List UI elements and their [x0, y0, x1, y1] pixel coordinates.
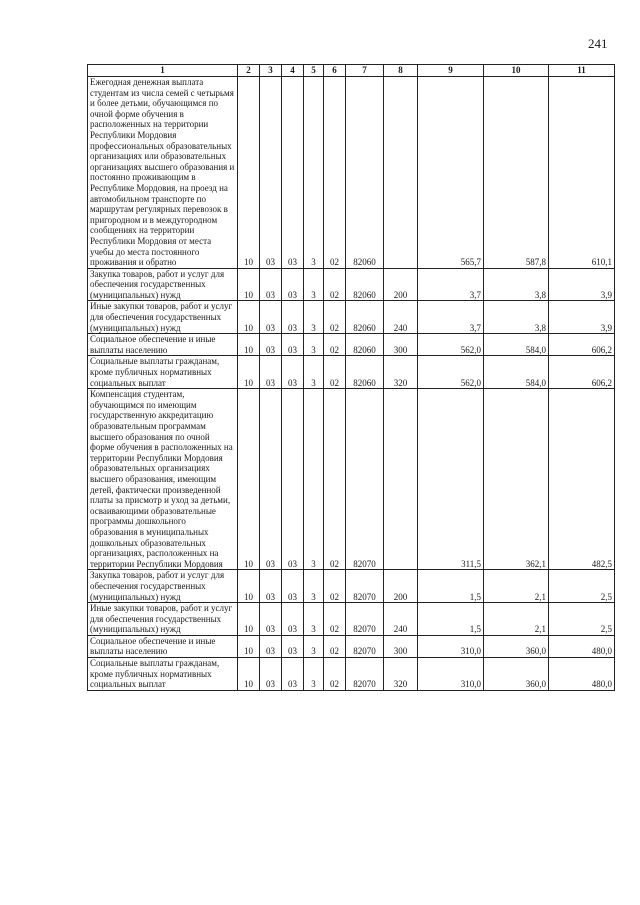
amount-cell: 482,5 — [549, 389, 615, 570]
code-cell: 03 — [260, 658, 282, 691]
table-row — [88, 334, 615, 356]
code-cell: 03 — [260, 603, 282, 636]
code-cell: 02 — [324, 268, 346, 301]
code-cell: 3 — [304, 268, 324, 301]
code-cell: 82060 — [346, 356, 384, 389]
code-cell: 03 — [282, 301, 304, 334]
code-cell: 240 — [384, 603, 418, 636]
code-cell: 03 — [282, 570, 304, 603]
code-cell: 10 — [238, 570, 260, 603]
code-cell: 10 — [238, 301, 260, 334]
amount-cell: 587,8 — [484, 77, 549, 269]
amount-cell: 562,0 — [418, 334, 484, 356]
row-description: Социальное обеспечение и иные выплаты населению — [88, 635, 238, 657]
code-cell: 02 — [324, 389, 346, 570]
column-header: 7 — [346, 65, 384, 77]
amount-cell: 3,8 — [484, 301, 549, 334]
column-header: 10 — [484, 65, 549, 77]
code-cell: 03 — [282, 77, 304, 269]
amount-cell: 606,2 — [549, 356, 615, 389]
amount-cell: 310,0 — [418, 635, 484, 657]
code-cell: 82060 — [346, 77, 384, 269]
amount-cell: 310,0 — [418, 658, 484, 691]
amount-cell: 3,9 — [549, 268, 615, 301]
table-row — [88, 603, 615, 636]
code-cell: 240 — [384, 301, 418, 334]
code-cell: 82060 — [346, 334, 384, 356]
code-cell: 03 — [260, 77, 282, 269]
amount-cell: 2,5 — [549, 570, 615, 603]
column-header: 2 — [238, 65, 260, 77]
table-row — [88, 301, 615, 334]
code-cell: 03 — [282, 356, 304, 389]
code-cell: 02 — [324, 77, 346, 269]
code-cell: 10 — [238, 268, 260, 301]
row-description: Социальные выплаты гражданам, кроме публичных нормативных социальных выплат — [88, 658, 238, 691]
code-cell: 200 — [384, 570, 418, 603]
code-cell: 03 — [282, 603, 304, 636]
amount-cell: 584,0 — [484, 334, 549, 356]
table-row — [88, 77, 615, 269]
code-cell: 300 — [384, 334, 418, 356]
code-cell: 200 — [384, 268, 418, 301]
code-cell: 3 — [304, 301, 324, 334]
amount-cell: 3,7 — [418, 301, 484, 334]
code-cell: 03 — [282, 658, 304, 691]
table-row — [88, 570, 615, 603]
amount-cell: 2,1 — [484, 603, 549, 636]
amount-cell: 480,0 — [549, 635, 615, 657]
code-cell: 3 — [304, 570, 324, 603]
amount-cell: 360,0 — [484, 658, 549, 691]
code-cell: 02 — [324, 356, 346, 389]
code-cell: 03 — [260, 301, 282, 334]
column-header: 9 — [418, 65, 484, 77]
code-cell: 03 — [282, 268, 304, 301]
table-row — [88, 658, 615, 691]
row-description: Иные закупки товаров, работ и услуг для обеспечения государственных (муниципальных) нужд — [88, 301, 238, 334]
amount-cell: 360,0 — [484, 635, 549, 657]
code-cell: 03 — [282, 389, 304, 570]
row-description: Иные закупки товаров, работ и услуг для обеспечения государственных (муниципальных) нужд — [88, 603, 238, 636]
code-cell: 3 — [304, 603, 324, 636]
code-cell: 02 — [324, 635, 346, 657]
table-row — [88, 268, 615, 301]
column-header: 5 — [304, 65, 324, 77]
code-cell: 82070 — [346, 603, 384, 636]
code-cell: 10 — [238, 603, 260, 636]
code-cell: 10 — [238, 356, 260, 389]
code-cell: 3 — [304, 356, 324, 389]
column-header: 11 — [549, 65, 615, 77]
code-cell: 320 — [384, 356, 418, 389]
amount-cell: 3,9 — [549, 301, 615, 334]
budget-table — [87, 64, 615, 691]
code-cell: 03 — [260, 635, 282, 657]
code-cell: 10 — [238, 334, 260, 356]
amount-cell: 3,8 — [484, 268, 549, 301]
row-description: Компенсация студентам, обучающимся по имеющим государственную аккредитацию образовательным программам высшего образования по очной форме обучения в расположенных на территории Республики Мордовия образовательных организациях высшего образования, имеющим детей, фактически произведенной платы за присмотр и уход за детьми, осваивающими образовательные программы дошкольного образования в муниципальных дошкольных образовательных организациях, расположенных на территории Республики Мордовия — [88, 389, 238, 570]
amount-cell: 606,2 — [549, 334, 615, 356]
code-cell: 3 — [304, 77, 324, 269]
page-number: 241 — [588, 36, 608, 51]
row-description: Социальные выплаты гражданам, кроме публичных нормативных социальных выплат — [88, 356, 238, 389]
code-cell: 82070 — [346, 658, 384, 691]
code-cell: 10 — [238, 77, 260, 269]
row-description: Ежегодная денежная выплата студентам из числа семей с четырьмя и более детьми, обучающимся по очной форме обучения в расположенных на территории Республики Мордовия профессиональных образовательных организациях или образовательных организациях высшего образования и постоянно проживающим в Республике Мордовия, на проезд на автомобильном транспорте по маршрутам регулярных перевозок в пригородном и в междугородном сообщениях на территории Республики Мордовия от места учебы до места постоянного проживания и обратно — [88, 77, 238, 269]
amount-cell: 3,7 — [418, 268, 484, 301]
amount-cell: 362,1 — [484, 389, 549, 570]
column-header: 6 — [324, 65, 346, 77]
code-cell: 02 — [324, 301, 346, 334]
amount-cell: 480,0 — [549, 658, 615, 691]
code-cell: 03 — [282, 635, 304, 657]
code-cell: 02 — [324, 570, 346, 603]
code-cell: 82070 — [346, 635, 384, 657]
code-cell: 10 — [238, 635, 260, 657]
code-cell: 03 — [260, 268, 282, 301]
code-cell: 320 — [384, 658, 418, 691]
amount-cell: 311,5 — [418, 389, 484, 570]
table-row — [88, 389, 615, 570]
code-cell: 3 — [304, 334, 324, 356]
row-description: Закупка товаров, работ и услуг для обеспечения государственных (муниципальных) нужд — [88, 570, 238, 603]
code-cell: 02 — [324, 658, 346, 691]
code-cell: 82060 — [346, 268, 384, 301]
amount-cell: 2,1 — [484, 570, 549, 603]
code-cell: 03 — [260, 334, 282, 356]
code-cell — [384, 389, 418, 570]
column-header: 4 — [282, 65, 304, 77]
amount-cell: 584,0 — [484, 356, 549, 389]
amount-cell: 562,0 — [418, 356, 484, 389]
table-row — [88, 356, 615, 389]
column-header: 8 — [384, 65, 418, 77]
amount-cell: 1,5 — [418, 603, 484, 636]
code-cell: 10 — [238, 389, 260, 570]
code-cell: 300 — [384, 635, 418, 657]
amount-cell: 2,5 — [549, 603, 615, 636]
row-description: Социальное обеспечение и иные выплаты населению — [88, 334, 238, 356]
code-cell: 82070 — [346, 389, 384, 570]
code-cell: 82060 — [346, 301, 384, 334]
amount-cell: 565,7 — [418, 77, 484, 269]
code-cell: 3 — [304, 389, 324, 570]
code-cell: 03 — [282, 334, 304, 356]
code-cell: 03 — [260, 389, 282, 570]
code-cell — [384, 77, 418, 269]
table-row — [88, 635, 615, 657]
code-cell: 03 — [260, 356, 282, 389]
code-cell: 02 — [324, 603, 346, 636]
code-cell: 82070 — [346, 570, 384, 603]
amount-cell: 1,5 — [418, 570, 484, 603]
code-cell: 3 — [304, 658, 324, 691]
code-cell: 02 — [324, 334, 346, 356]
row-description: Закупка товаров, работ и услуг для обеспечения государственных (муниципальных) нужд — [88, 268, 238, 301]
column-header: 3 — [260, 65, 282, 77]
amount-cell: 610,1 — [549, 77, 615, 269]
code-cell: 03 — [260, 570, 282, 603]
header-row — [88, 65, 615, 77]
column-header: 1 — [88, 65, 238, 77]
code-cell: 10 — [238, 658, 260, 691]
code-cell: 3 — [304, 635, 324, 657]
